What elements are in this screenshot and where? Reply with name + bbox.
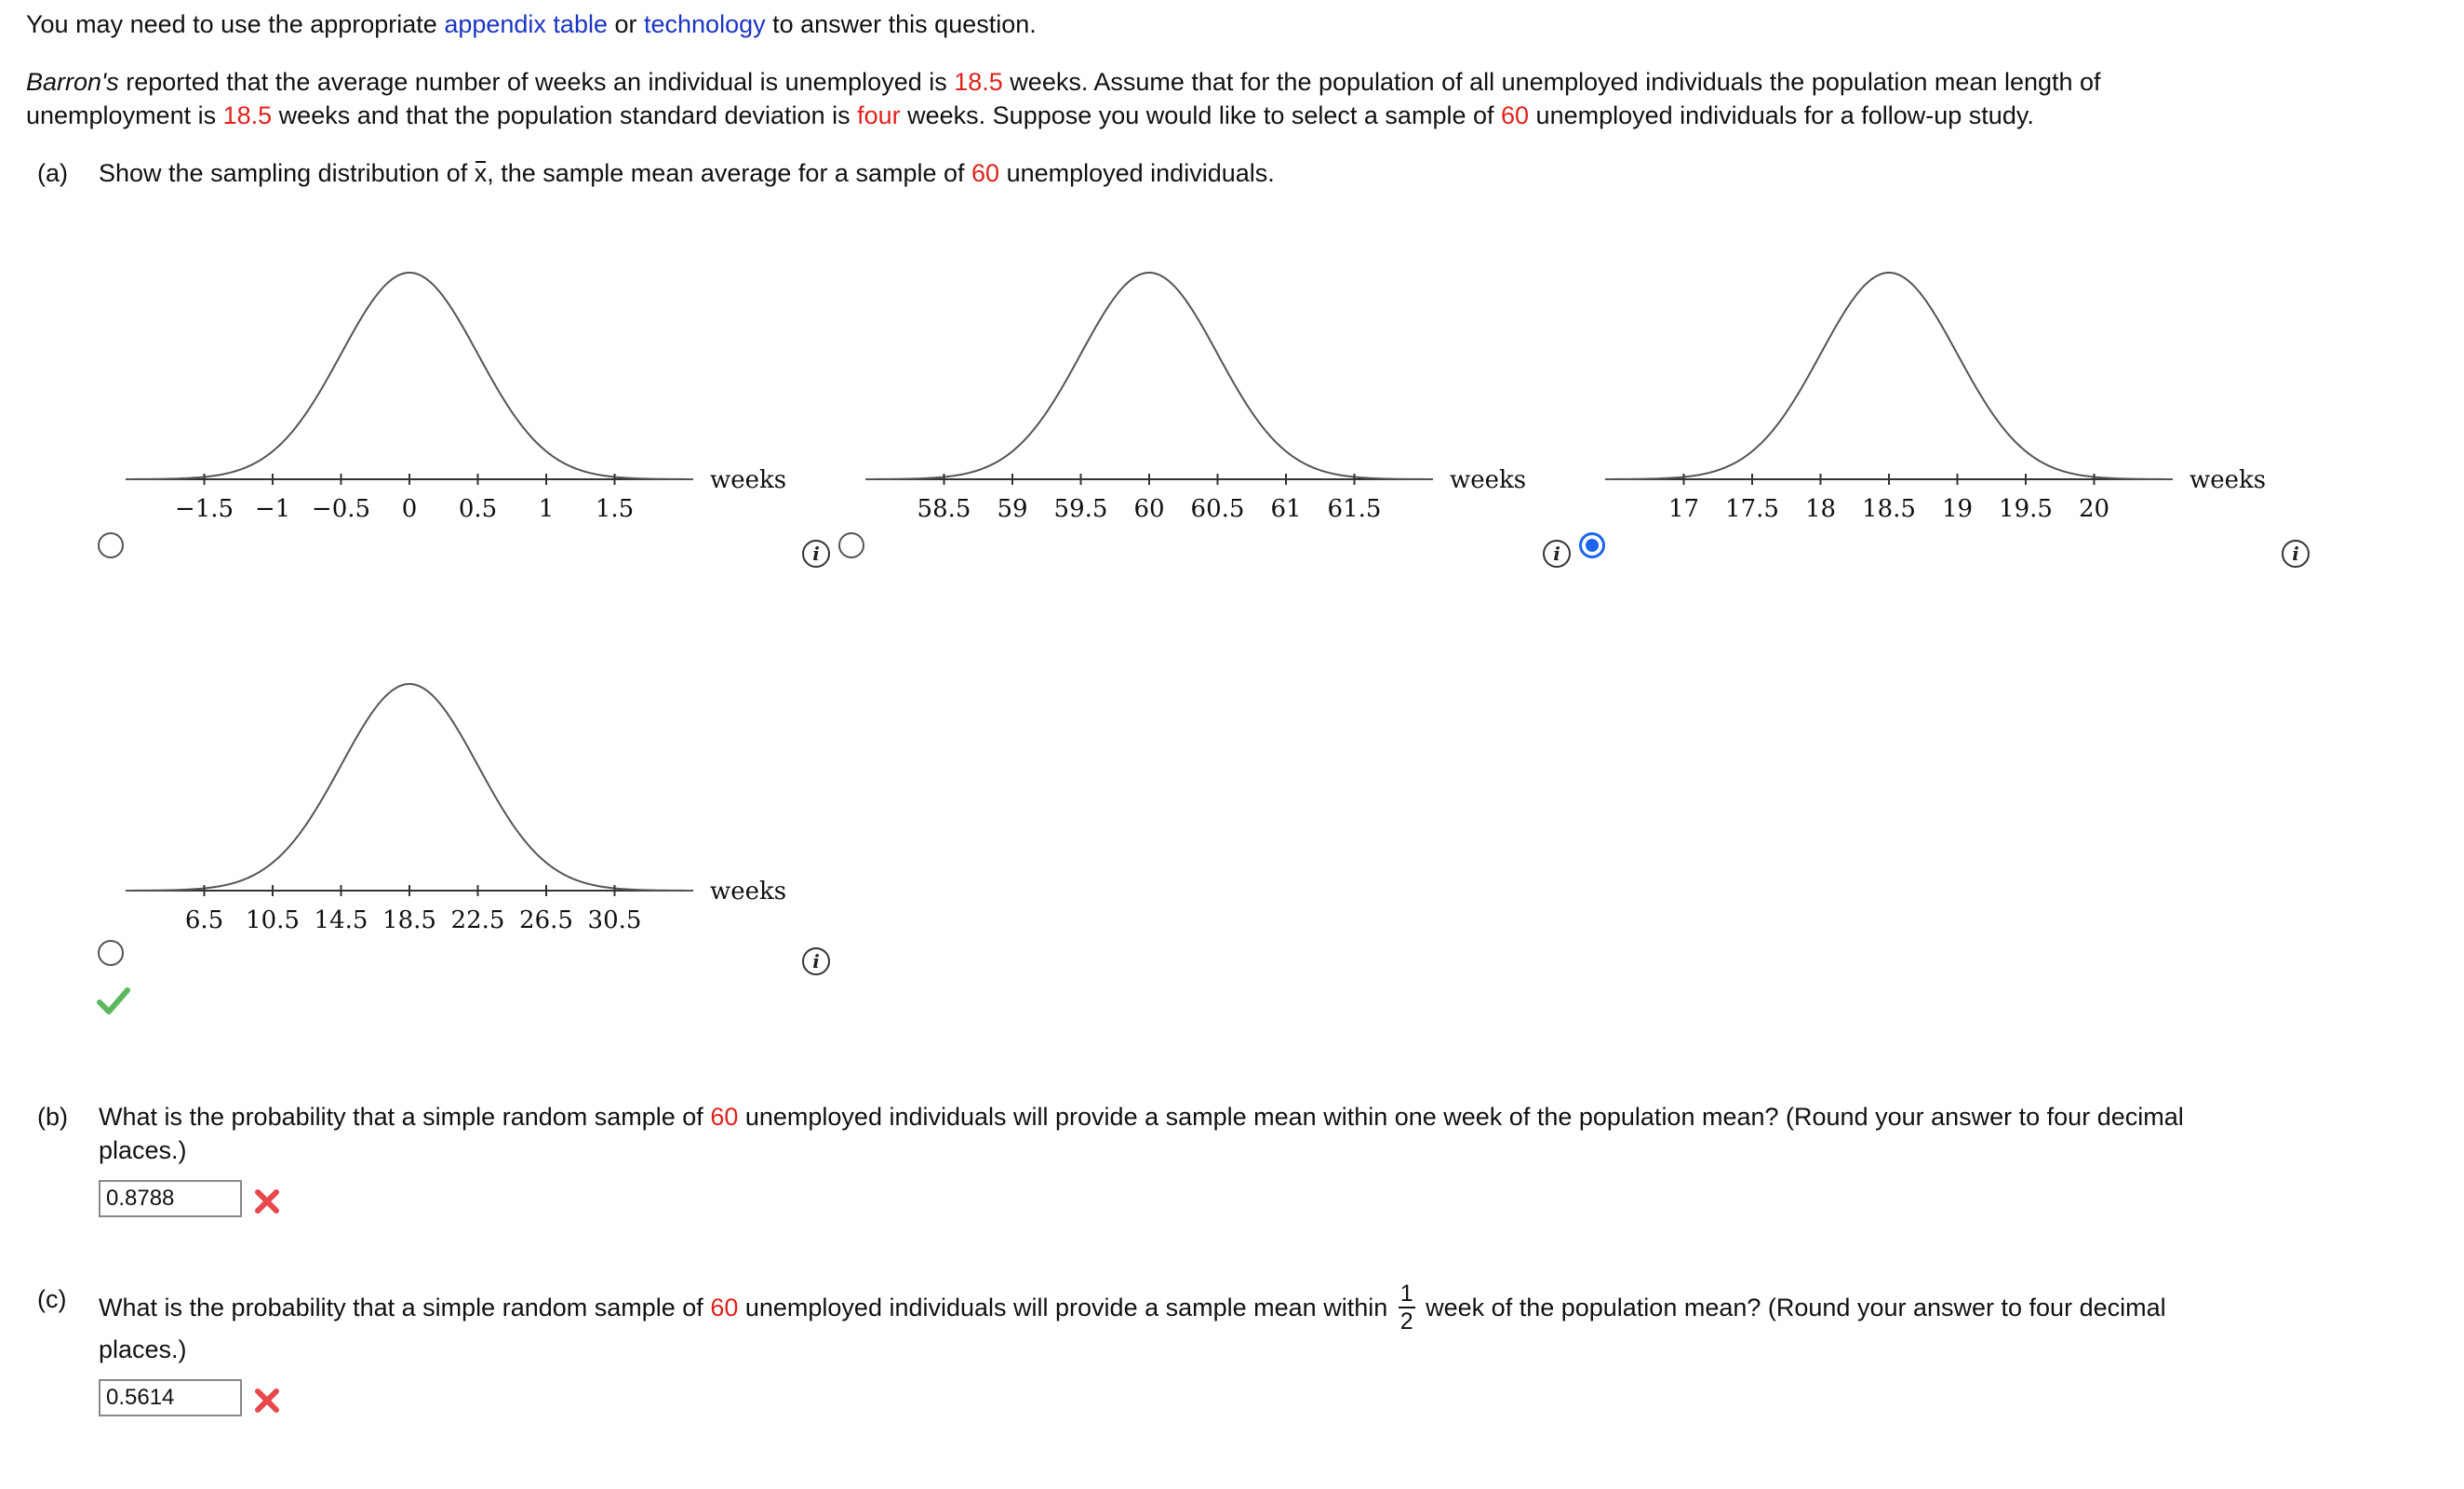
fraction-denominator: 2 — [1399, 1308, 1413, 1335]
one-half-fraction — [1399, 1281, 1415, 1335]
intro-pre: You may need to use the appropriate — [26, 10, 445, 38]
sample-size-value: 60 — [710, 1103, 739, 1131]
option-4-plot — [121, 607, 828, 942]
tick-label: 19.5 — [1999, 495, 2053, 523]
tick-label: 20 — [2078, 495, 2110, 523]
correct-check-icon — [97, 986, 130, 1014]
tick-label: 0 — [401, 495, 418, 523]
option-2-radio[interactable] — [838, 532, 864, 558]
mean-value: 18.5 — [954, 68, 1003, 96]
tick-label: −0.5 — [311, 495, 371, 523]
fraction-numerator: 1 — [1399, 1281, 1413, 1307]
tick-label: 61.5 — [1327, 495, 1382, 523]
part-c-answer-input[interactable]: 0.5614 — [99, 1379, 242, 1416]
info-icon[interactable]: i — [2282, 540, 2310, 568]
problem-text: weeks. Suppose you would like to select a sample of — [900, 101, 1501, 129]
tick-label: −1.5 — [174, 495, 234, 523]
tick-label: 61 — [1270, 495, 1302, 523]
prompt-text: Show the sampling distribution of — [99, 159, 475, 187]
tick-label: 14.5 — [314, 906, 368, 934]
axis-unit-label: weeks — [2189, 466, 2267, 494]
tick-label: 26.5 — [519, 906, 573, 934]
problem-text: weeks. Assume that for the population of all unemployed individuals the population mean length of — [1002, 68, 2101, 96]
normal-curve — [1605, 273, 2173, 479]
part-c-label: (c) — [37, 1285, 67, 1313]
problem-text: unemployed individuals for a follow-up study. — [1529, 101, 2034, 129]
intro-post: to answer this question. — [765, 10, 1037, 38]
problem-text: reported that the average number of weeks an individual is unemployed is — [118, 68, 955, 96]
option-1-plot — [121, 195, 828, 530]
sample-size-value: 60 — [1501, 101, 1530, 129]
axis-unit-label: weeks — [1450, 466, 1527, 494]
tick-label: 0.5 — [458, 495, 498, 523]
axis-unit-label: weeks — [710, 878, 787, 905]
appendix-table-link[interactable]: appendix table — [444, 10, 608, 38]
tick-label: 18.5 — [382, 906, 436, 934]
tick-label: 22.5 — [450, 906, 505, 934]
option-1-radio[interactable] — [98, 532, 124, 558]
tick-label: 60.5 — [1190, 495, 1245, 523]
option-4-plot-svg — [121, 607, 828, 942]
problem-line-1 — [26, 65, 2101, 99]
problem-text: weeks and that the population standard deviation is — [272, 101, 858, 129]
option-2-plot-svg — [861, 195, 1568, 530]
prompt-text: week of the population mean? (Round your answer to four decimal — [1418, 1294, 2166, 1322]
normal-curve — [126, 684, 693, 891]
problem-line-2 — [26, 99, 2034, 132]
tick-label: 1 — [538, 495, 555, 523]
option-3-plot — [1600, 195, 2308, 530]
tick-label: 59.5 — [1053, 495, 1108, 523]
part-c-prompt-line-2: places.) — [99, 1335, 187, 1363]
sample-size-value: 60 — [971, 159, 1000, 187]
part-b-prompt-line-2: places.) — [99, 1136, 187, 1164]
prompt-text: What is the probability that a simple random sample of — [99, 1103, 711, 1131]
mean-value: 18.5 — [222, 101, 273, 129]
incorrect-x-icon — [253, 1187, 281, 1215]
intro-mid: or — [607, 10, 644, 38]
incorrect-x-icon — [253, 1387, 281, 1415]
tick-label: 18 — [1804, 495, 1837, 523]
tick-label: 30.5 — [587, 906, 642, 934]
x-bar-symbol: x — [475, 156, 488, 190]
intro-text — [26, 7, 1037, 41]
normal-curve — [126, 273, 693, 479]
part-a-label: (a) — [37, 159, 68, 187]
tick-label: 59 — [997, 495, 1028, 523]
part-c-prompt-line-1 — [99, 1282, 2166, 1336]
part-b-answer-input[interactable]: 0.8788 — [99, 1180, 242, 1217]
tick-label: 18.5 — [1862, 495, 1916, 523]
tick-label: 17.5 — [1725, 495, 1779, 523]
info-icon[interactable]: i — [802, 947, 830, 975]
info-icon[interactable]: i — [802, 540, 830, 568]
part-a-prompt — [99, 156, 1275, 190]
prompt-text: unemployed individuals will provide a sample mean within one week of the population mean? (Round your answer to four decimal — [738, 1103, 2184, 1131]
tick-label: −1 — [254, 495, 291, 523]
option-3-radio[interactable] — [1579, 532, 1605, 558]
tick-label: 58.5 — [917, 495, 971, 523]
info-icon[interactable]: i — [1543, 540, 1571, 568]
option-3-plot-svg — [1600, 195, 2308, 530]
option-1-plot-svg — [121, 195, 828, 530]
tick-label: 6.5 — [184, 906, 224, 934]
option-2-plot — [861, 195, 1568, 530]
problem-text: unemployment is — [26, 101, 223, 129]
part-b-prompt-line-1 — [99, 1100, 2184, 1134]
technology-link[interactable]: technology — [644, 10, 766, 38]
tick-label: 60 — [1133, 495, 1165, 523]
tick-label: 19 — [1941, 495, 1974, 523]
sd-value: four — [857, 101, 901, 129]
tick-label: 10.5 — [246, 906, 300, 934]
part-b-label: (b) — [37, 1103, 68, 1131]
tick-label: 1.5 — [595, 495, 635, 523]
sample-size-value: 60 — [710, 1294, 739, 1322]
normal-curve — [865, 273, 1433, 479]
prompt-text: unemployed individuals will provide a sample mean within — [738, 1294, 1395, 1322]
option-4-radio[interactable] — [98, 940, 124, 966]
axis-unit-label: weeks — [710, 466, 787, 494]
source-name: Barron's — [26, 68, 119, 96]
prompt-text: , the sample mean average for a sample of — [487, 159, 972, 187]
prompt-text: unemployed individuals. — [999, 159, 1275, 187]
prompt-text: What is the probability that a simple random sample of — [99, 1294, 711, 1322]
tick-label: 17 — [1667, 495, 1700, 523]
